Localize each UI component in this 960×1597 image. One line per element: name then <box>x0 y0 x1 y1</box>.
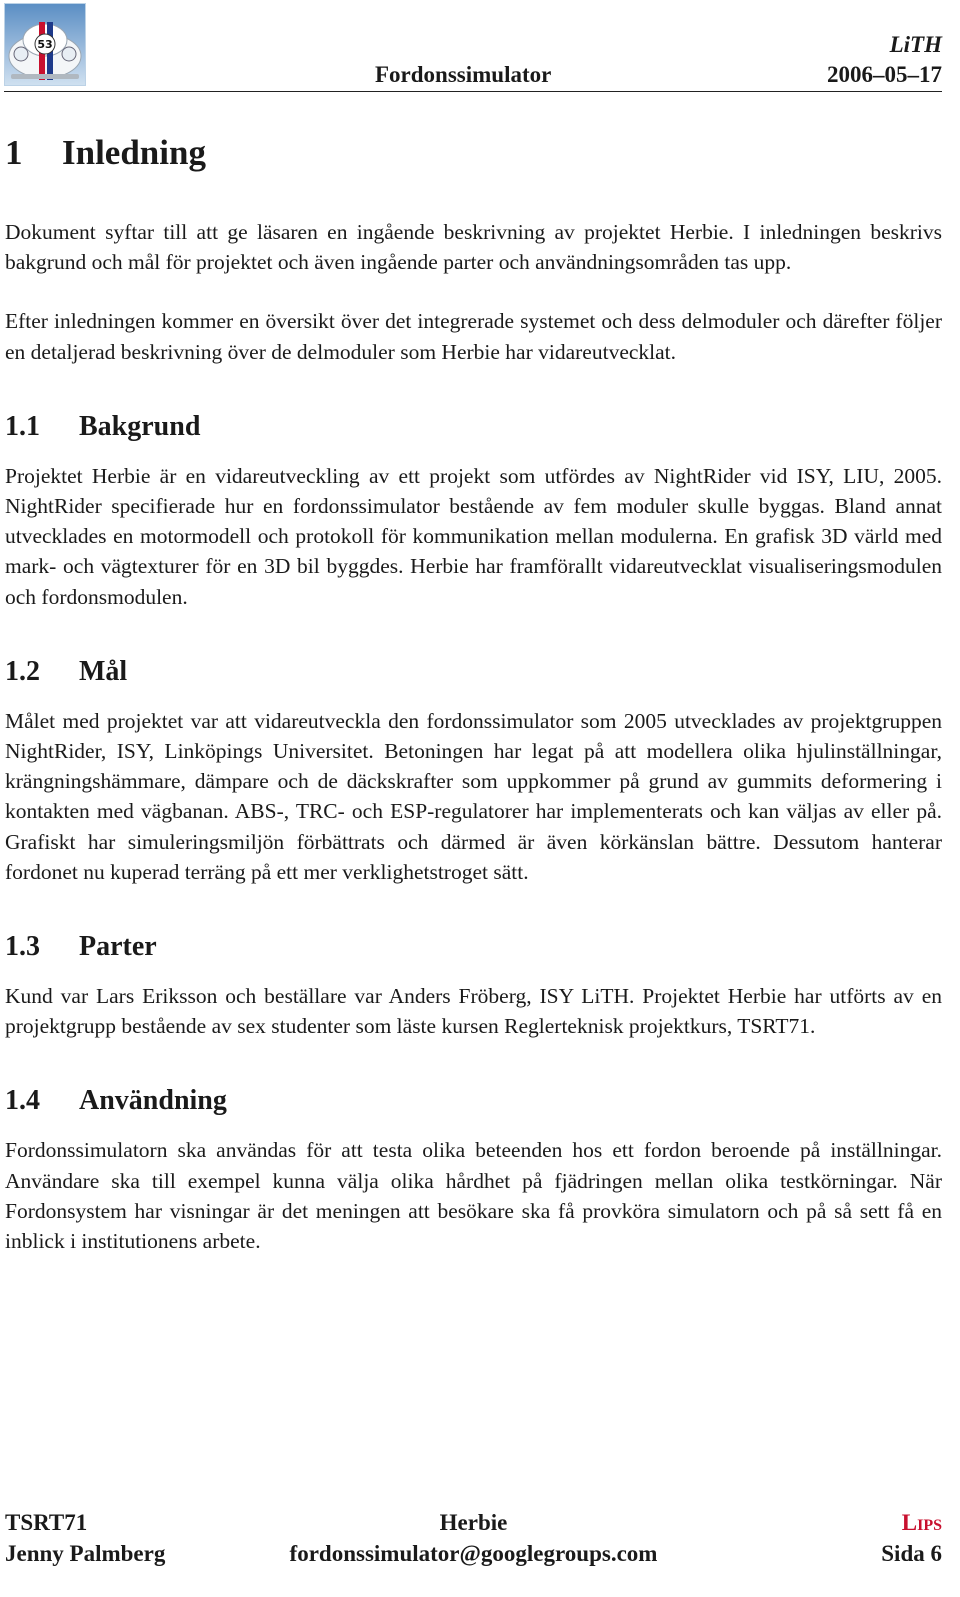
subsection-title: Parter <box>79 931 157 963</box>
intro-paragraph-1: Dokument syftar till att ge läsaren en ingående beskrivning av projektet Herbie. I inledningen beskrivs bakgrund och mål för projektet och även ingående parter och användningsområden tas upp. <box>5 220 942 275</box>
subsection-heading-mal <box>5 652 942 692</box>
logo-badge-number: 53 <box>37 38 53 51</box>
section-title: Inledning <box>62 133 206 172</box>
herbie-car-logo <box>4 3 86 86</box>
intro-paragraph-2: Efter inledningen kommer en översikt över det integrerade systemet och dess delmoduler och därefter följer en detaljerad beskrivning över de delmoduler som Herbie har vidareutvecklat. <box>5 309 942 364</box>
subsection-title: Användning <box>79 1085 227 1117</box>
footer-page-number: Sida 6 <box>881 1541 942 1566</box>
subsection-number: 1.3 <box>5 931 40 963</box>
parter-paragraph: Kund var Lars Eriksson och beställare var Anders Fröberg, ISY LiTH. Projektet Herbie har utförts av en projektgrupp bestående av sex studenter som läste kursen Reglerteknisk projektkurs, TSRT71. <box>5 984 942 1039</box>
page-footer <box>5 1507 942 1569</box>
footer-email: fordonssimulator@googlegroups.com <box>289 1541 658 1566</box>
subsection-heading-parter <box>5 927 942 967</box>
document-body <box>5 133 942 1285</box>
header-divider <box>4 91 942 92</box>
subsection-heading-anvandning <box>5 1081 942 1121</box>
header-date: 2006–05–17 <box>827 62 942 87</box>
anvandning-paragraph: Fordonssimulatorn ska användas för att testa olika beteenden hos ett fordon beroende på inställningar. Användare ska till exempel kunna välja olika hårdhet på fjädringen mellan olika testkörningar. När Fordonsystem har visningar är det meningen att besökare ska få provköra simulatorn och på så sett få en inblick i institutionens arbete. <box>5 1138 942 1254</box>
footer-project: Herbie <box>439 1510 508 1535</box>
mal-paragraph: Målet med projektet var att vidareutveckla den fordonssimulator som 2005 utvecklades av projektgruppen NightRider, ISY, Linköpings Universitet. Betoningen har legat på att modellera olika hjulinställningar, krängningshämmare, dämpare och de däckskrafter som uppkommer på grund av gummits deformering i kontakten med vägbanan. ABS-, TRC- och ESP-regulatorer har implementerats och kan väljas av eller på. Grafiskt har simuleringsmiljön förbättrats och därmed är även körkänslan bättre. Dessutom hanterar fordonet nu kuperad terräng på ett mer verklighetstroget sätt. <box>5 708 942 884</box>
header-title: Fordonssimulator <box>375 62 552 87</box>
section-heading <box>5 133 942 173</box>
section-number: 1 <box>5 133 23 172</box>
header-right <box>827 30 942 90</box>
header-org: LiTH <box>889 32 942 57</box>
subsection-title: Mål <box>79 655 128 687</box>
footer-brand: Lips <box>901 1510 942 1535</box>
subsection-number: 1.2 <box>5 655 40 687</box>
subsection-title: Bakgrund <box>79 410 201 442</box>
bakgrund-paragraph: Projektet Herbie är en vidareutveckling av ett projekt som utfördes av NightRider vid ISY, LIU, 2005. NightRider specifierade hur en fordonssimulator bestående av fem moduler skulle byggas. Bland annat utvecklades en motormodell och protokoll för kommunikation mellan modulerna. En grafisk 3D värld med mark- och vägtexturer för en 3D bil byggdes. Herbie har framförallt vidareutvecklat visualiseringsmodulen och fordonsmodulen. <box>5 463 942 609</box>
footer-course: TSRT71 <box>5 1510 88 1535</box>
subsection-heading-bakgrund <box>5 407 942 447</box>
subsection-number: 1.1 <box>5 410 40 442</box>
footer-author: Jenny Palmberg <box>5 1541 166 1566</box>
subsection-number: 1.4 <box>5 1085 40 1117</box>
